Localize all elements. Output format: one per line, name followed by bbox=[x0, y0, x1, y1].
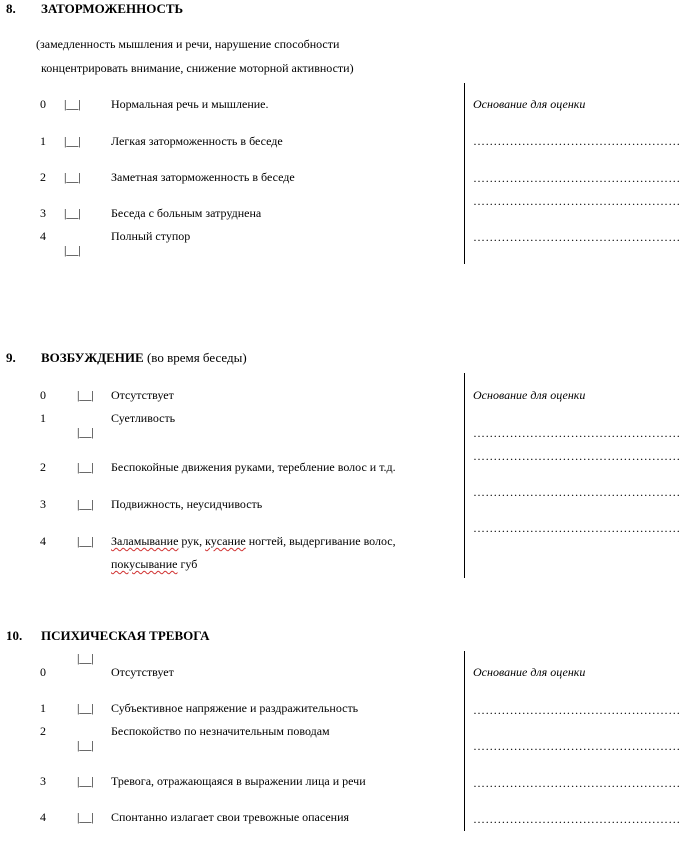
section-title-wrap bbox=[41, 1, 183, 16]
item-checkbox[interactable]: |__| bbox=[64, 206, 81, 220]
section-title-wrap bbox=[41, 628, 209, 643]
item-score: 1 bbox=[40, 134, 46, 148]
item-score: 0 bbox=[40, 665, 46, 679]
section-title: ПСИХИЧЕСКАЯ ТРЕВОГА bbox=[41, 628, 210, 643]
item-text: Суетливость bbox=[111, 411, 176, 425]
column-divider bbox=[464, 373, 465, 578]
section-heading bbox=[6, 628, 22, 643]
item-text: Нормальная речь и мышление. bbox=[111, 97, 269, 111]
item-text: Беспокойные движения руками, теребление волос и т.д. bbox=[111, 460, 396, 474]
item-text: Беспокойство по незначительным поводам bbox=[111, 724, 330, 738]
item-score: 2 bbox=[40, 460, 46, 474]
section-title-wrap bbox=[41, 350, 247, 365]
section-number: 10. bbox=[6, 628, 23, 643]
section-subtitle: (во время беседы) bbox=[143, 350, 247, 365]
section-title: ЗАТОРМОЖЕННОСТЬ bbox=[41, 1, 184, 16]
basis-dotted-line[interactable]: …………………………………………… bbox=[473, 776, 680, 790]
section-heading bbox=[6, 350, 16, 365]
column-divider bbox=[464, 83, 465, 264]
item-score: 0 bbox=[40, 97, 46, 111]
item-checkbox[interactable]: |__| bbox=[77, 460, 94, 474]
item-text: Отсутствует bbox=[111, 388, 174, 402]
item-checkbox[interactable]: |__| bbox=[77, 425, 94, 439]
item-text-part: губ bbox=[177, 557, 198, 571]
basis-dotted-line[interactable]: …………………………………………… bbox=[473, 739, 680, 753]
item-score: 2 bbox=[40, 724, 46, 738]
item-checkbox[interactable]: |__| bbox=[77, 497, 94, 511]
item-text-part: ногтей, выдергивание волос, bbox=[245, 534, 396, 548]
item-checkbox[interactable]: |__| bbox=[77, 388, 94, 402]
item-checkbox[interactable]: |__| bbox=[64, 134, 81, 148]
basis-dotted-line[interactable]: …………………………………………… bbox=[473, 134, 680, 148]
basis-label: Основание для оценки bbox=[473, 665, 586, 679]
item-score: 1 bbox=[40, 411, 46, 425]
item-text-line-2 bbox=[111, 557, 197, 571]
item-text: Тревога, отражающаяся в выражении лица и речи bbox=[111, 774, 366, 788]
item-checkbox[interactable]: |__| bbox=[77, 534, 94, 548]
item-score: 3 bbox=[40, 497, 46, 511]
item-text: Легкая заторможенность в беседе bbox=[111, 134, 283, 148]
item-text bbox=[111, 534, 396, 548]
item-text: Спонтанно излагает свои тревожные опасения bbox=[111, 810, 350, 824]
section-number: 9. bbox=[6, 350, 16, 365]
item-checkbox[interactable]: |__| bbox=[77, 701, 94, 715]
item-text: Заметная заторможенность в беседе bbox=[111, 170, 295, 184]
item-score: 1 bbox=[40, 701, 46, 715]
item-score: 4 bbox=[40, 229, 46, 243]
item-text-part: рук, bbox=[178, 534, 206, 548]
section-title: ВОЗБУЖДЕНИЕ bbox=[41, 350, 144, 365]
item-checkbox[interactable]: |__| bbox=[77, 651, 94, 665]
basis-dotted-line[interactable]: …………………………………………… bbox=[473, 812, 680, 826]
section-description-line-1: (замедленность мышления и речи, нарушение способности bbox=[36, 37, 340, 51]
item-text: Отсутствует bbox=[111, 665, 174, 679]
basis-dotted-line[interactable]: …………………………………………… bbox=[473, 426, 680, 440]
section-heading bbox=[6, 1, 16, 16]
item-text-part: кусание bbox=[205, 534, 246, 548]
column-divider bbox=[464, 651, 465, 831]
item-score: 3 bbox=[40, 774, 46, 788]
basis-dotted-line[interactable]: …………………………………………… bbox=[473, 171, 680, 185]
item-checkbox[interactable]: |__| bbox=[64, 243, 81, 257]
item-score: 4 bbox=[40, 534, 46, 548]
item-checkbox[interactable]: |__| bbox=[64, 97, 81, 111]
item-text: Беседа с больным затруднена bbox=[111, 206, 262, 220]
section-number: 8. bbox=[6, 1, 16, 16]
item-checkbox[interactable]: |__| bbox=[77, 738, 94, 752]
item-score: 3 bbox=[40, 206, 46, 220]
item-score: 0 bbox=[40, 388, 46, 402]
item-text-part: Заламывание bbox=[111, 534, 179, 548]
item-text: Полный ступор bbox=[111, 229, 191, 243]
item-checkbox[interactable]: |__| bbox=[77, 810, 94, 824]
basis-dotted-line[interactable]: …………………………………………… bbox=[473, 194, 680, 208]
item-score: 4 bbox=[40, 810, 46, 824]
basis-label: Основание для оценки bbox=[473, 388, 586, 402]
section-description-line-2: концентрировать внимание, снижение моторной активности) bbox=[41, 61, 354, 75]
item-text: Подвижность, неусидчивость bbox=[111, 497, 263, 511]
basis-dotted-line[interactable]: …………………………………………… bbox=[473, 521, 680, 535]
item-checkbox[interactable]: |__| bbox=[64, 170, 81, 184]
item-text: Субъективное напряжение и раздражительность bbox=[111, 701, 359, 715]
item-checkbox[interactable]: |__| bbox=[77, 774, 94, 788]
item-score: 2 bbox=[40, 170, 46, 184]
item-text-part: покусывание bbox=[111, 557, 178, 571]
basis-dotted-line[interactable]: …………………………………………… bbox=[473, 449, 680, 463]
basis-dotted-line[interactable]: …………………………………………… bbox=[473, 230, 680, 244]
basis-dotted-line[interactable]: …………………………………………… bbox=[473, 703, 680, 717]
basis-dotted-line[interactable]: …………………………………………… bbox=[473, 485, 680, 499]
basis-label: Основание для оценки bbox=[473, 97, 586, 111]
